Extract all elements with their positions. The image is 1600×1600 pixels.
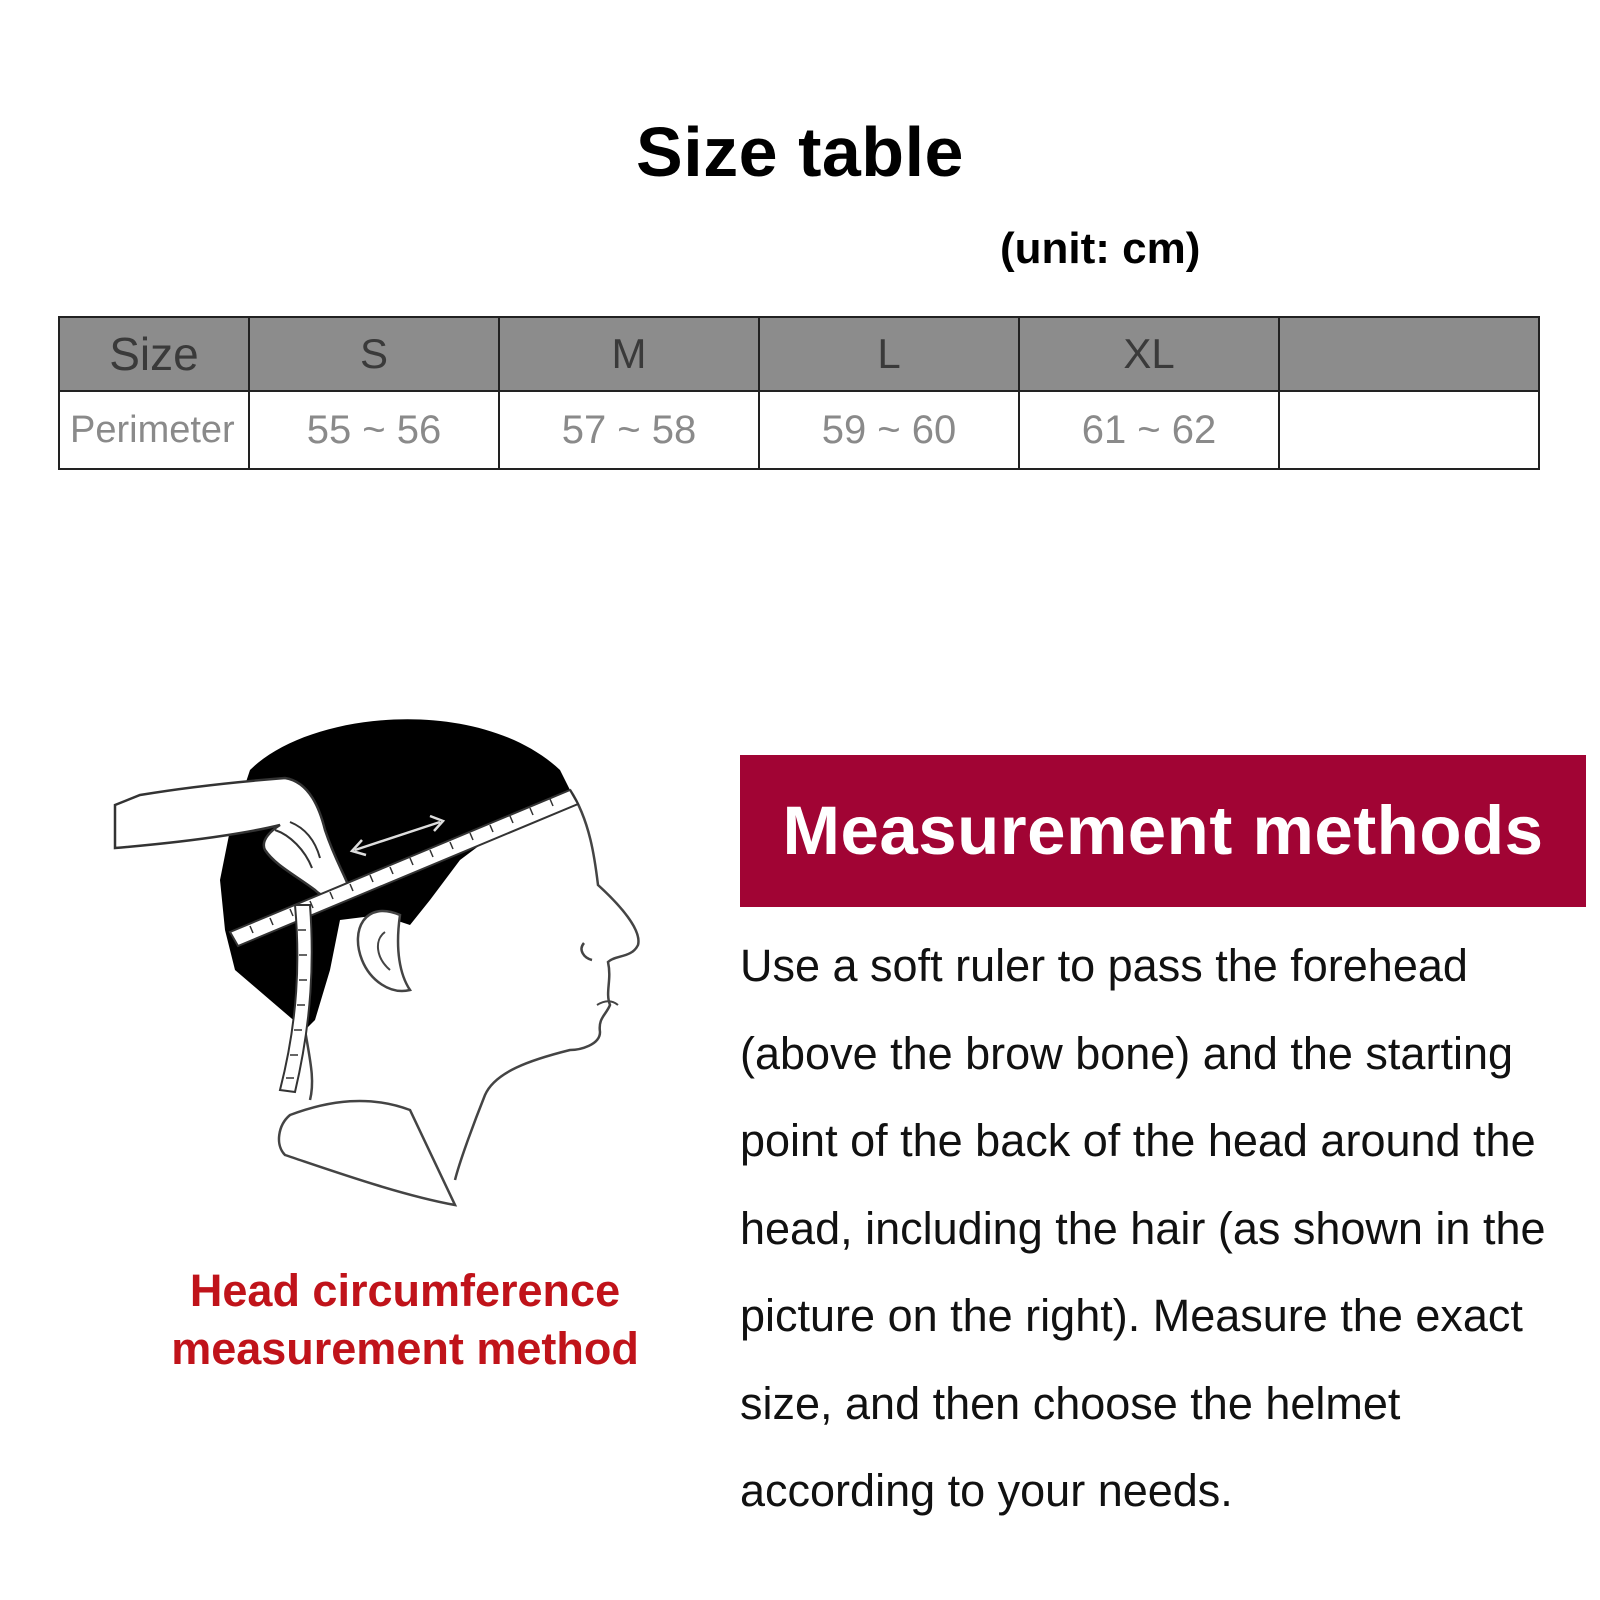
measurement-methods-banner: Measurement methods: [740, 755, 1586, 907]
perimeter-cell-empty: [1279, 391, 1539, 469]
header-cell-l: L: [759, 317, 1019, 391]
size-table-header-row: [59, 317, 1539, 391]
collar-shape: [279, 1101, 455, 1205]
measurement-instructions: Use a soft ruler to pass the forehead (above the brow bone) and the starting point of the back of the head around the head, including the hair (as shown in the picture on the right). Measure the exact size, and then choose the helmet according to your needs.: [740, 940, 1546, 1516]
perimeter-cell-l: 59 ~ 60: [759, 391, 1019, 469]
header-cell-m: M: [499, 317, 759, 391]
size-table-data-row: [59, 391, 1539, 469]
header-cell-size: Size: [59, 317, 249, 391]
face-outline: [455, 790, 638, 1180]
header-cell-xl: XL: [1019, 317, 1279, 391]
head-measurement-illustration: [100, 700, 680, 1260]
illustration-caption: [100, 1262, 710, 1378]
page-title: Size table: [636, 113, 964, 191]
header-cell-s: S: [249, 317, 499, 391]
unit-label: (unit: cm): [1000, 224, 1201, 273]
header-cell-empty: [1279, 317, 1539, 391]
neck-back: [305, 1030, 312, 1100]
eye-mark: [582, 943, 592, 960]
caption-line-2: measurement method: [171, 1323, 639, 1374]
perimeter-cell-s: 55 ~ 56: [249, 391, 499, 469]
caption-line-1: Head circumference: [189, 1265, 621, 1316]
mouth-mark: [597, 1001, 618, 1005]
perimeter-cell-m: 57 ~ 58: [499, 391, 759, 469]
perimeter-cell-xl: 61 ~ 62: [1019, 391, 1279, 469]
size-table: [58, 316, 1540, 470]
row-label-perimeter: Perimeter: [59, 391, 249, 469]
ear-shape: [358, 911, 410, 991]
